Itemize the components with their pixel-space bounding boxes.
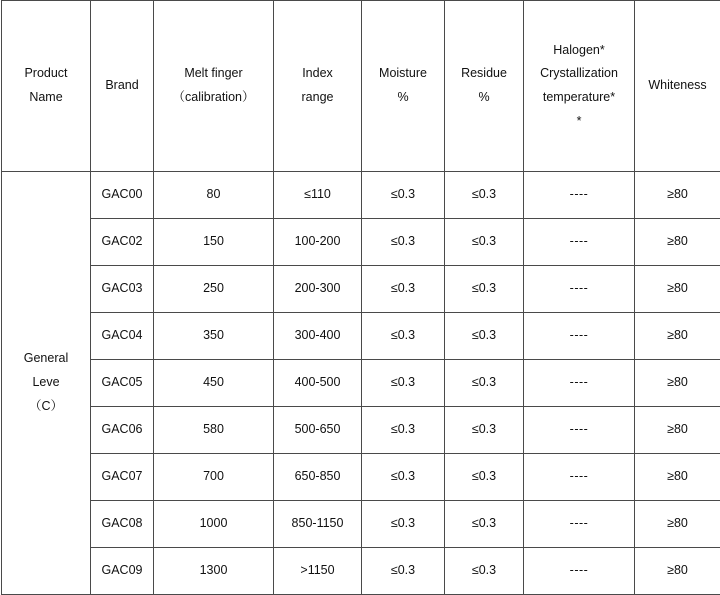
- cell-whiteness: ≥80: [635, 454, 720, 501]
- table-row: [2, 266, 720, 313]
- table-body: [2, 172, 720, 595]
- cell-residue: ≤0.3: [445, 501, 524, 548]
- product-spec-table: [1, 0, 720, 595]
- header-cell-residue: [445, 1, 524, 172]
- cell-halogen: ----: [524, 454, 635, 501]
- cell-brand: GAC02: [91, 219, 154, 266]
- cell-moisture: ≤0.3: [362, 454, 445, 501]
- cell-halogen: ----: [524, 172, 635, 219]
- header-line: %: [365, 86, 441, 110]
- table-row: [2, 548, 720, 595]
- cell-residue: ≤0.3: [445, 407, 524, 454]
- cell-brand: GAC04: [91, 313, 154, 360]
- header-line: Crystallization: [527, 62, 631, 86]
- cell-melt-finger: 580: [154, 407, 274, 454]
- header-line: Whiteness: [638, 74, 717, 98]
- cell-moisture: ≤0.3: [362, 501, 445, 548]
- cell-whiteness: ≥80: [635, 501, 720, 548]
- header-line: temperature*: [527, 86, 631, 110]
- cell-brand: GAC03: [91, 266, 154, 313]
- table-row: [2, 501, 720, 548]
- header-cell-product-name: [2, 1, 91, 172]
- cell-index-range: 300-400: [274, 313, 362, 360]
- cell-brand: GAC08: [91, 501, 154, 548]
- header-line: Halogen*: [527, 39, 631, 63]
- cell-halogen: ----: [524, 407, 635, 454]
- cell-index-range: ≤110: [274, 172, 362, 219]
- header-cell-index-range: [274, 1, 362, 172]
- cell-moisture: ≤0.3: [362, 548, 445, 595]
- table-row: [2, 360, 720, 407]
- cell-whiteness: ≥80: [635, 548, 720, 595]
- cell-melt-finger: 250: [154, 266, 274, 313]
- cell-moisture: ≤0.3: [362, 266, 445, 313]
- cell-melt-finger: 150: [154, 219, 274, 266]
- cell-index-range: 650-850: [274, 454, 362, 501]
- product-group-label: [2, 172, 91, 595]
- header-cell-brand: [91, 1, 154, 172]
- cell-index-range: 850-1150: [274, 501, 362, 548]
- table-row: [2, 219, 720, 266]
- cell-index-range: >1150: [274, 548, 362, 595]
- header-cell-melt-finger: [154, 1, 274, 172]
- cell-whiteness: ≥80: [635, 360, 720, 407]
- header-cell-moisture: [362, 1, 445, 172]
- cell-index-range: 100-200: [274, 219, 362, 266]
- header-line: Index: [277, 62, 358, 86]
- header-line: %: [448, 86, 520, 110]
- header-line: Moisture: [365, 62, 441, 86]
- cell-moisture: ≤0.3: [362, 313, 445, 360]
- cell-melt-finger: 80: [154, 172, 274, 219]
- header-line: Melt finger: [157, 62, 270, 86]
- header-cell-halogen-crystallization: [524, 1, 635, 172]
- cell-halogen: ----: [524, 501, 635, 548]
- cell-melt-finger: 1300: [154, 548, 274, 595]
- table-row: [2, 172, 720, 219]
- header-line: range: [277, 86, 358, 110]
- cell-residue: ≤0.3: [445, 454, 524, 501]
- cell-index-range: 500-650: [274, 407, 362, 454]
- header-row: [2, 1, 720, 172]
- cell-moisture: ≤0.3: [362, 407, 445, 454]
- header-cell-whiteness: [635, 1, 720, 172]
- cell-residue: ≤0.3: [445, 313, 524, 360]
- cell-whiteness: ≥80: [635, 266, 720, 313]
- group-label-line: General: [5, 347, 87, 371]
- cell-brand: GAC06: [91, 407, 154, 454]
- header-line: Residue: [448, 62, 520, 86]
- cell-moisture: ≤0.3: [362, 219, 445, 266]
- header-line: Name: [5, 86, 87, 110]
- cell-brand: GAC05: [91, 360, 154, 407]
- cell-index-range: 400-500: [274, 360, 362, 407]
- cell-melt-finger: 450: [154, 360, 274, 407]
- table-row: [2, 407, 720, 454]
- cell-whiteness: ≥80: [635, 313, 720, 360]
- cell-brand: GAC07: [91, 454, 154, 501]
- cell-halogen: ----: [524, 360, 635, 407]
- cell-whiteness: ≥80: [635, 219, 720, 266]
- header-line: （calibration）: [157, 86, 270, 110]
- cell-halogen: ----: [524, 313, 635, 360]
- table-row: [2, 454, 720, 501]
- cell-halogen: ----: [524, 548, 635, 595]
- cell-melt-finger: 350: [154, 313, 274, 360]
- cell-brand: GAC09: [91, 548, 154, 595]
- cell-index-range: 200-300: [274, 266, 362, 313]
- cell-halogen: ----: [524, 266, 635, 313]
- cell-melt-finger: 700: [154, 454, 274, 501]
- cell-residue: ≤0.3: [445, 266, 524, 313]
- cell-whiteness: ≥80: [635, 407, 720, 454]
- cell-moisture: ≤0.3: [362, 360, 445, 407]
- header-line: Product: [5, 62, 87, 86]
- cell-brand: GAC00: [91, 172, 154, 219]
- cell-halogen: ----: [524, 219, 635, 266]
- table-row: [2, 313, 720, 360]
- cell-moisture: ≤0.3: [362, 172, 445, 219]
- cell-residue: ≤0.3: [445, 548, 524, 595]
- group-label-line: Leve: [5, 371, 87, 395]
- cell-residue: ≤0.3: [445, 172, 524, 219]
- cell-residue: ≤0.3: [445, 360, 524, 407]
- cell-residue: ≤0.3: [445, 219, 524, 266]
- cell-whiteness: ≥80: [635, 172, 720, 219]
- group-label-line: （C）: [5, 395, 87, 419]
- cell-melt-finger: 1000: [154, 501, 274, 548]
- header-line: Brand: [94, 74, 150, 98]
- header-line: *: [527, 110, 631, 134]
- table-header: [2, 1, 720, 172]
